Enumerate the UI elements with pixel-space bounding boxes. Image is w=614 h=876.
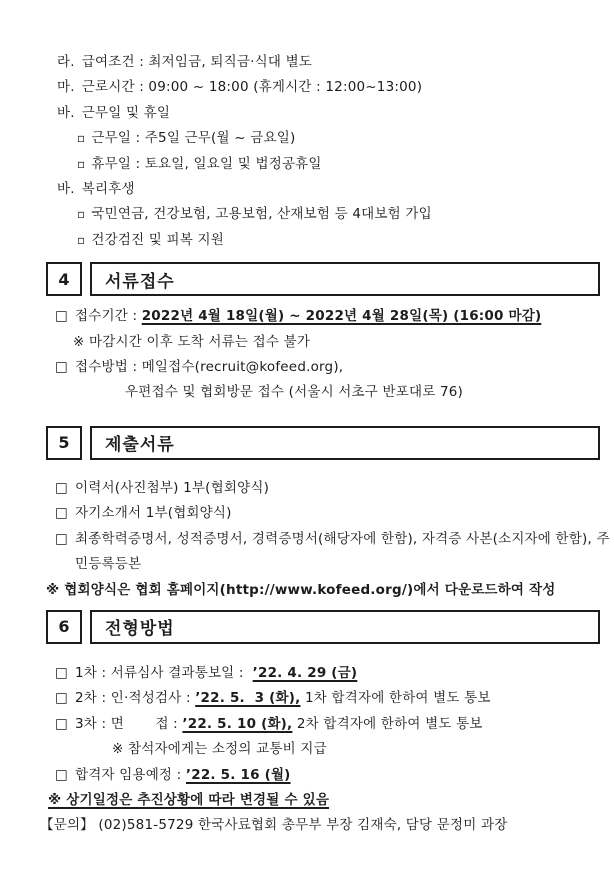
section-number: 4: [58, 269, 70, 289]
section-number: 5: [58, 433, 70, 453]
small-square-bullet-icon: ▫: [77, 207, 86, 222]
square-bullet-icon: □: [55, 308, 68, 325]
round2-date: ’22. 5. 3 (화),: [195, 690, 301, 707]
line-text: 합격자 임용예정 :: [75, 766, 186, 783]
item-text: 건강검진 및 피복 지원: [91, 231, 224, 248]
section-number-box: [46, 426, 82, 460]
line-text: 3차 : 면 접 :: [75, 715, 183, 732]
square-bullet-icon: □: [55, 766, 68, 783]
square-bullet-icon: □: [55, 690, 68, 707]
contact-line: [0, 813, 614, 838]
list-item: [0, 177, 614, 202]
section-title: 서류접수: [105, 271, 175, 292]
item-text: 휴무일 : 토요일, 일요일 및 법정공휴일: [91, 155, 322, 172]
round3-date: ’22. 5. 10 (화),: [182, 715, 293, 732]
item-marker: 라.: [57, 54, 75, 70]
section-body: [0, 304, 614, 406]
submission-method-continuation: [0, 380, 614, 405]
item-marker: 마.: [57, 79, 75, 96]
list-subitem: [0, 228, 614, 253]
section-required-documents: [0, 426, 614, 603]
item-marker: 바.: [57, 181, 75, 198]
note-text: ※ 상기일정은 추진상황에 따라 변경될 수 있음: [48, 791, 330, 808]
document-item: [0, 501, 614, 526]
section-title: 제출서류: [105, 435, 175, 456]
item-text: 근무일 : 주5일 근무(월 ~ 금요일): [91, 130, 296, 147]
section-title: 전형방법: [105, 619, 175, 640]
list-item: [0, 75, 614, 100]
schedule-change-note: [0, 788, 614, 813]
section-document-submission: [0, 262, 614, 406]
contact-text: 【문의】 (02)581-5729 한국사료협회 총무부 부장 김재숙, 담당 문정미 과장: [40, 817, 508, 834]
section-title-box: [90, 610, 600, 644]
small-square-bullet-icon: ▫: [77, 131, 86, 146]
line-text: 접수방법 : 메일접수(recruit@kofeed.org),: [75, 359, 344, 376]
round3-line: [0, 712, 614, 737]
item-text: 국민연금, 건강보험, 고용보험, 산재보험 등 4대보험 가입: [91, 206, 432, 223]
form-download-note: [0, 578, 614, 603]
list-item: [0, 101, 614, 126]
submission-method-line: [0, 355, 614, 380]
section-title-box: [90, 426, 600, 460]
section-number: 6: [58, 617, 70, 637]
section-header: [46, 610, 600, 644]
section-number-box: [46, 610, 82, 644]
item-text: 복리후생: [81, 181, 135, 198]
submission-period-line: [0, 304, 614, 329]
round1-date: ’22. 4. 29 (금): [252, 664, 358, 681]
section-header: [46, 426, 600, 460]
list-subitem: [0, 202, 614, 227]
conditions-list: [0, 50, 614, 253]
line-text: 자기소개서 1부(협회양식): [75, 505, 232, 522]
line-text: 우편접수 및 협회방문 접수 (서울시 서초구 반포대로 76): [125, 384, 464, 401]
section-title-box: [90, 262, 600, 296]
appointment-line: [0, 763, 614, 788]
appointment-date: ’22. 5. 16 (월): [185, 766, 291, 783]
note-line: [0, 330, 614, 355]
line-text: 최종학력증명서, 성적증명서, 경력증명서(해당자에 한함), 자격증 사본(소지자에 한함), 주민등록등본: [75, 530, 610, 573]
line-text: 2차 : 인·적성검사 :: [75, 690, 196, 707]
item-text: 급여조건 : 최저임금, 퇴직금·식대 별도: [81, 54, 313, 70]
section-number-box: [46, 262, 82, 296]
square-bullet-icon: □: [55, 359, 68, 376]
section-selection-process: [0, 610, 614, 839]
line-text: 2차 합격자에 한하여 별도 통보: [292, 715, 483, 732]
small-square-bullet-icon: ▫: [77, 156, 86, 171]
document-item: [0, 527, 614, 578]
square-bullet-icon: □: [55, 479, 68, 496]
line-text: 1차 : 서류심사 결과통보일 :: [75, 664, 253, 681]
section-body: [0, 476, 614, 603]
item-text: 근로시간 : 09:00 ~ 18:00 (휴게시간 : 12:00~13:00): [81, 79, 423, 96]
note-text: ※ 협회양식은 협회 홈페이지(http://www.kofeed.org/)에서 다운로드하여 작성: [46, 581, 556, 598]
list-item: [0, 50, 614, 75]
deadline-emphasis: 2022년 4월 18일(월) ~ 2022년 4월 28일(목) (16:00 마감): [141, 308, 542, 325]
transport-fee-note: [0, 737, 614, 762]
section-header: [46, 262, 600, 296]
item-text: 근무일 및 휴일: [81, 104, 171, 121]
small-square-bullet-icon: ▫: [77, 232, 86, 247]
note-text: ※ 참석자에게는 소정의 교통비 지급: [112, 741, 327, 758]
square-bullet-icon: □: [55, 530, 68, 547]
square-bullet-icon: □: [55, 715, 68, 732]
section-body: [0, 661, 614, 839]
list-subitem: [0, 126, 614, 151]
line-text: 접수기간 :: [75, 308, 142, 325]
round2-line: [0, 686, 614, 711]
square-bullet-icon: □: [55, 505, 68, 522]
item-marker: 바.: [57, 104, 75, 121]
note-text: ※ 마감시간 이후 도착 서류는 접수 불가: [73, 333, 311, 350]
round1-line: [0, 661, 614, 686]
square-bullet-icon: □: [55, 664, 68, 681]
list-subitem: [0, 152, 614, 177]
line-text: 이력서(사진첨부) 1부(협회양식): [75, 479, 270, 496]
document-item: [0, 476, 614, 501]
line-text: 1차 합격자에 한하여 별도 통보: [300, 690, 491, 707]
